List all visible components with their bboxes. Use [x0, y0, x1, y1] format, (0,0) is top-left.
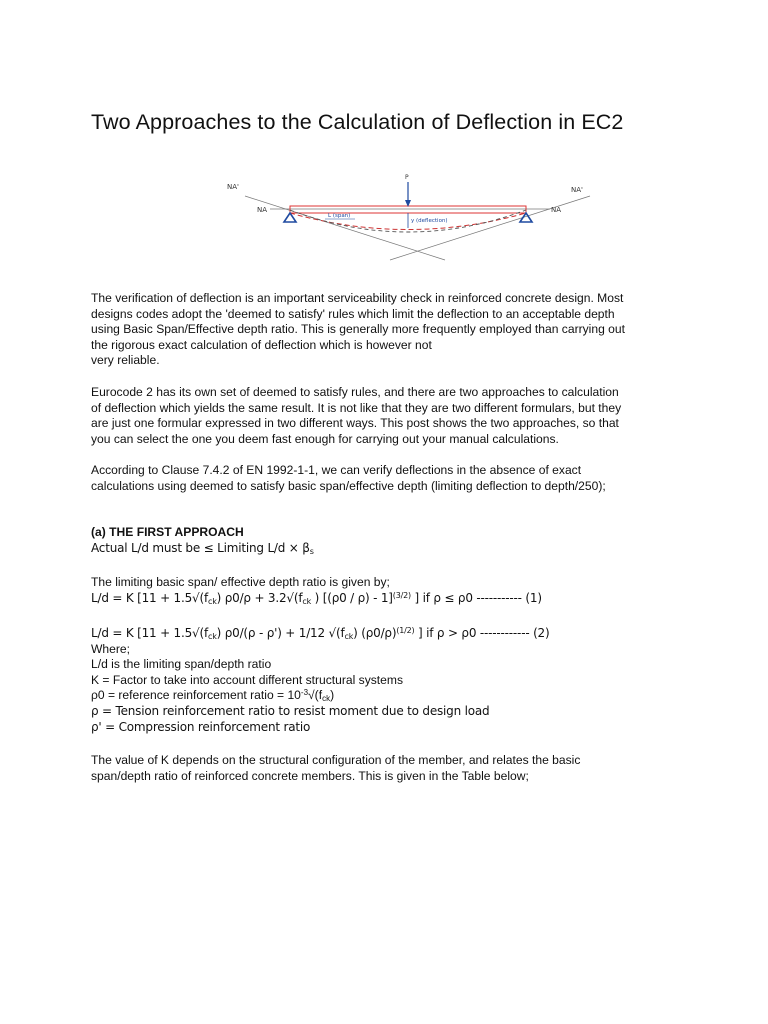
paragraph-clause — [91, 463, 606, 494]
text-line: of deflection which yields the same result. It is not like that they are two different formulars, but they — [91, 400, 622, 415]
label-na-right: NA — [551, 206, 562, 214]
eq2-sub: ck — [208, 632, 217, 641]
rho0-part: √(f — [308, 688, 323, 703]
text-line: calculations using deemed to satisfy basic span/effective depth (limiting deflection to depth/250); — [91, 478, 606, 493]
text-line: According to Clause 7.4.2 of EN 1992-1-1, we can verify deflections in the absence of exact — [91, 463, 582, 477]
text-line: are just one formular expressed in two different ways. This post shows the two approaches, so that — [91, 416, 619, 431]
paragraph-intro — [91, 291, 625, 369]
limiting-ratio-block — [91, 575, 542, 606]
text-line: span/depth ratio of reinforced concrete members. This is given in the Table below; — [91, 768, 529, 783]
definition-k: K = Factor to take into account different structural systems — [91, 672, 404, 687]
label-na-prime-left: NA' — [227, 183, 239, 191]
first-approach-section — [91, 525, 314, 556]
text-line: you can select the one you deem fast enough for carrying out your manual calculations. — [91, 431, 559, 446]
eq2-sup: (1/2) — [396, 626, 415, 635]
text-line: very reliable. — [91, 353, 160, 368]
text-line: The verification of deflection is an important serviceability check in reinforced concrete design. Most — [91, 291, 624, 305]
paragraph-eurocode — [91, 385, 621, 447]
eq1-sup: (3/2) — [392, 590, 411, 600]
label-span: L (span) — [328, 213, 351, 219]
check-condition — [91, 541, 314, 557]
label-deflection: y (deflection) — [411, 218, 448, 224]
definition-ld: L/d is the limiting span/depth ratio — [91, 657, 272, 672]
equation-1 — [91, 591, 542, 607]
eq1-sub: ck — [302, 596, 312, 606]
definition-rho0 — [91, 688, 549, 704]
limiting-intro: The limiting basic span/ effective depth ratio is given by; — [91, 575, 390, 589]
beam — [290, 206, 526, 213]
eq1-sub: ck — [208, 596, 217, 606]
eq2-sub: ck — [344, 632, 354, 641]
text-line: Eurocode 2 has its own set of deemed to satisfy rules, and there are two approaches to calculation — [91, 385, 619, 399]
equation-2-block — [91, 626, 549, 735]
eq2-part: ] if ρ > ρ0 ------------ (2) — [414, 626, 550, 640]
definition-rho-prime: ρ' = Compression reinforcement ratio — [91, 719, 311, 734]
rho0-part: ) — [330, 688, 335, 703]
eq2-part: L/d = K [11 + 1.5√(f — [91, 626, 208, 640]
label-na-left: NA — [257, 206, 268, 214]
page-title: Two Approaches to the Calculation of Deflection in EC2 — [91, 110, 624, 134]
check-main: Actual L/d must be ≤ Limiting L/d × β — [91, 540, 310, 555]
eq1-part: ] if ρ ≤ ρ0 ----------- (1) — [410, 590, 542, 605]
section-heading: (a) THE FIRST APPROACH — [91, 525, 244, 539]
rho0-part: ρ0 = reference reinforcement ratio = 10 — [91, 688, 301, 703]
eq1-part: L/d = K [11 + 1.5√(f — [91, 590, 208, 605]
where-label: Where; — [91, 641, 130, 656]
rho0-sup: -3 — [300, 688, 309, 698]
paragraph-k-value — [91, 753, 580, 784]
label-na-prime-right: NA' — [571, 186, 583, 194]
eq1-part: ) ρ0/ρ + 3.2√(f — [216, 590, 303, 605]
text-line: The value of K depends on the structural configuration of the member, and relates the basic — [91, 753, 581, 767]
text-line: using Basic Span/Effective depth ratio. This is generally more frequently employed than carrying out — [91, 322, 625, 337]
rho0-sub: ck — [322, 694, 331, 704]
definition-rho: ρ = Tension reinforcement ratio to resist moment due to design load — [91, 703, 490, 718]
eq2-part: ) ρ0/(ρ - ρ') + 1/12 √(f — [216, 626, 345, 640]
check-sub: s — [309, 546, 314, 556]
eq2-part: ) (ρ0/ρ) — [353, 626, 397, 640]
eq1-part: ) [(ρ0 / ρ) - 1] — [311, 590, 393, 605]
text-line: designs codes adopt the 'deemed to satisfy' rules which limit the deflection to an acceptable depth — [91, 306, 615, 321]
text-line: the rigorous exact calculation of deflection which is however not — [91, 337, 432, 352]
beam-deflection-diagram — [215, 168, 605, 268]
equation-2 — [91, 626, 549, 642]
label-load: P — [405, 174, 409, 181]
